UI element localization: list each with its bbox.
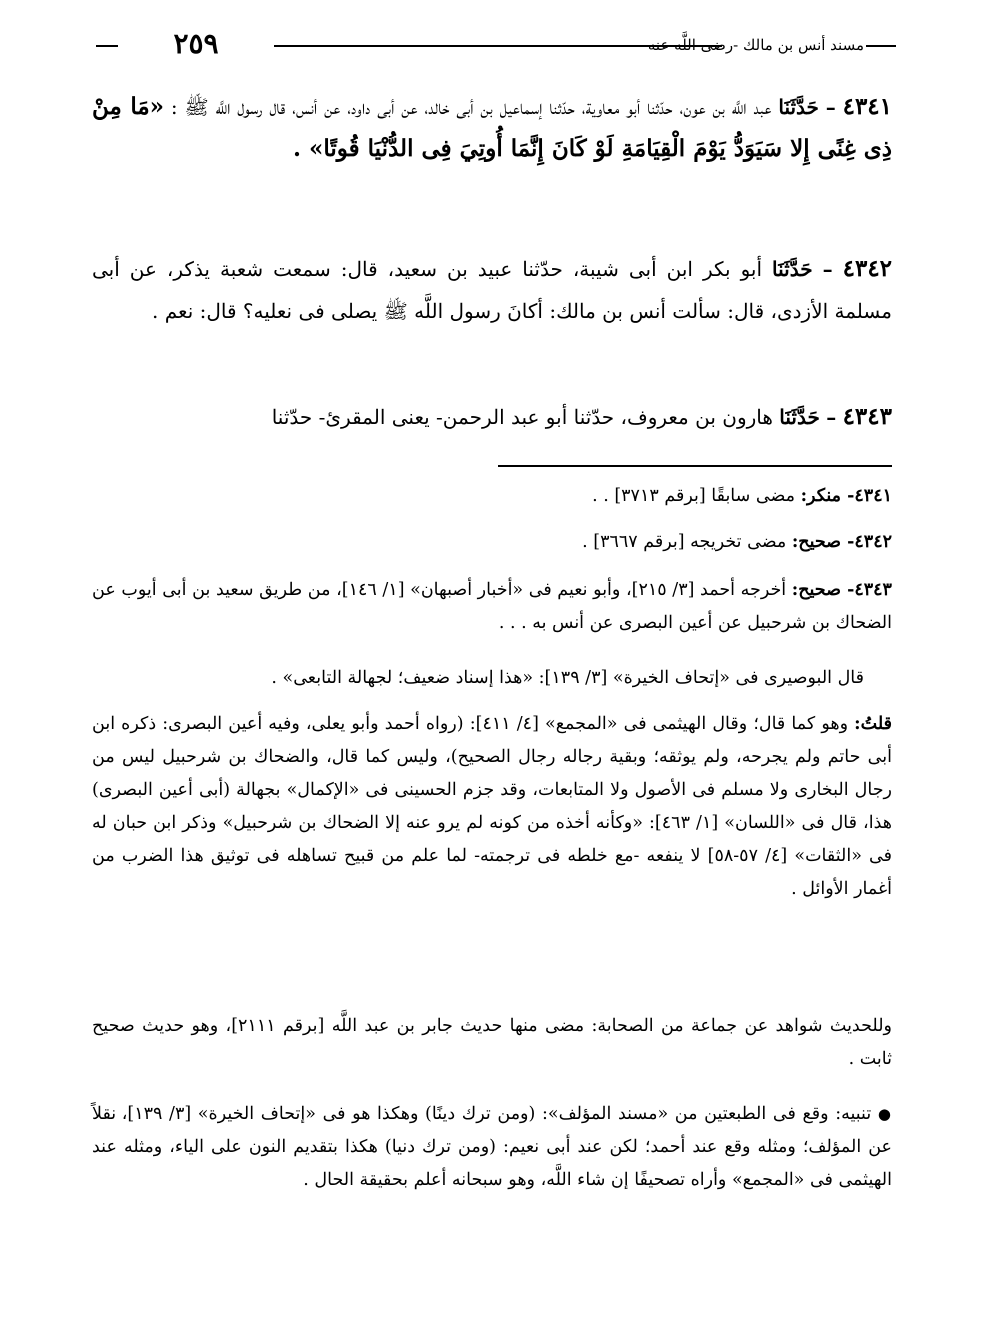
footnote-qultu bbox=[92, 708, 892, 906]
hadith-verb: حَدَّثَنَا bbox=[778, 95, 819, 119]
page-header bbox=[96, 28, 896, 62]
hadith-matn: «مَا مِنْ ذِى غِنًى إِلا سَيَوَدُّ يَوْمَ الْقِيَامَةِ لَوْ كَانَ إِنَّمَا أُوتِيَ فِى الدُّنْيَا قُوتًا» . bbox=[92, 93, 892, 162]
footnote-label: ٤٣٤٢- صحيح: bbox=[791, 532, 892, 552]
bullet-icon: ● bbox=[877, 1105, 892, 1123]
footnote-tanbih bbox=[92, 1098, 892, 1197]
hadith-verb: حَدَّثَنَا bbox=[772, 257, 813, 281]
footnote-text: مضى سابقًا [برقم ٣٧١٣] . . bbox=[592, 486, 796, 506]
header-rule-right bbox=[866, 45, 896, 47]
running-title: مسند أنس بن مالك -رضى اللَّه عنه- bbox=[642, 36, 864, 54]
footnote-4341 bbox=[92, 480, 892, 513]
footnote-label: ٤٣٤١- منكر: bbox=[800, 486, 892, 506]
footnote-text: مضى تخريجه [برقم ٣٦٦٧] . bbox=[582, 532, 787, 552]
footnote-text: أخرجه أحمد [٣/ ٢١٥]، وأبو نعيم فى «أخبار أصبهان» [١/ ١٤٦]، من طريق سعيد بن أبى أيوب عن الضحاك بن شرحبيل عن أعين البصرى عن أنس به . . . bbox=[92, 580, 892, 633]
hadith-text: هارون بن معروف، حدّثنا أبو عبد الرحمن- يعنى المقرئ- حدّثنا bbox=[271, 405, 773, 429]
footnote-label: ٤٣٤٣- صحيح: bbox=[791, 580, 892, 600]
hadith-verb: حَدَّثَنَا bbox=[779, 405, 820, 429]
footnote-4342 bbox=[92, 526, 892, 559]
hadith-number: ٤٣٤٣ bbox=[842, 403, 892, 430]
page-number: ٢٥٩ bbox=[173, 27, 219, 60]
footnote-shawahid bbox=[92, 1010, 892, 1076]
hadith-4341: ٤٣٤١ – حَدَّثَنَا عبد اللَّه بن عون، حدّثنا أبو معاوية، حدّثنا إسماعيل بن أبى خالد، عن أبى داود، عن أنس، قال رسول اللَّه ﷺ : «مَا مِنْ ذِى غِنًى إِلا سَيَوَدُّ يَوْمَ الْقِيَامَةِ لَوْ كَانَ إِنَّمَا أُوتِيَ فِى الدُّنْيَا قُوتًا» . bbox=[92, 93, 893, 162]
footnote-busiri bbox=[92, 662, 864, 695]
footnote-label: قلتُ: bbox=[854, 714, 892, 734]
hadith-number: ٤٣٤١ bbox=[842, 93, 893, 120]
hadith-4343: ٤٣٤٣ – حَدَّثَنَا هارون بن معروف، حدّثنا أبو عبد الرحمن- يعنى المقرئ- حدّثنا bbox=[271, 403, 892, 430]
hadith-isnad: عبد اللَّه بن عون، حدّثنا أبو معاوية، حدّثنا إسماعيل بن أبى خالد، عن أبى داود، عن أنس، قال رسول اللَّه ﷺ : bbox=[170, 95, 772, 119]
hadith-text: أبو بكر ابن أبى شيبة، حدّثنا عبيد بن سعيد، قال: سمعت شعبة يذكر، عن أبى مسلمة الأزدى، قال: سألت أنس بن مالك: أكانَ رسول اللَّه ﷺ يصلى فى نعليه؟ قال: نعم . bbox=[92, 257, 892, 323]
footnote-text: قال البوصيرى فى «إتحاف الخيرة» [٣/ ١٣٩]: «هذا إسناد ضعيف؛ لجهالة التابعى» . bbox=[271, 668, 864, 688]
footnote-text: وللحديث شواهد عن جماعة من الصحابة: مضى منها حديث جابر بن عبد اللَّه [برقم ٢١١١]، وهو حديث صحيح ثابت . bbox=[92, 1016, 892, 1069]
footnote-4343 bbox=[92, 574, 892, 640]
footnote-separator bbox=[498, 465, 892, 467]
hadith-number: ٤٣٤٢ bbox=[842, 255, 893, 282]
header-rule-left bbox=[96, 45, 118, 47]
footnote-text: وهو كما قال؛ وقال الهيثمى فى «المجمع» [٤/ ٤١١]: (رواه أحمد وأبو يعلى، وفيه أعين البصرى: ذكره ابن أبى حاتم ولم يجرحه، ولم يوثقه؛ وبقية رجاله رجال الصحيح)، وليس كما قال، والضحاك بن شرحبيل ليس من رجال البخارى ولا مسلم فى الأصول ولا المتابعات، وقد جزم الحسينى فى «الإكمال» بجهالة (أبى أعين البصرى) هذا، قال فى «اللسان» [١/ ٤٦٣]: «وكأنه أخذه من كونه لم يرو عنه إلا الضحاك بن شرحبيل» وذكر ابن حبان له فى «الثقات» [٤/ ٥٧-٥٨] لا ينفعه -مع خلطه فى ترجمته- لما علم من قبيح تساهله فى توثيق هذا الضرب من أغمار الأوائل . bbox=[92, 714, 892, 899]
hadith-4342: ٤٣٤٢ – حَدَّثَنَا أبو بكر ابن أبى شيبة، حدّثنا عبيد بن سعيد، قال: سمعت شعبة يذكر، عن أبى مسلمة الأزدى، قال: سألت أنس بن مالك: أكانَ رسول اللَّه ﷺ يصلى فى نعليه؟ قال: نعم . bbox=[92, 255, 893, 323]
footnote-text: تنبيه: وقع فى الطبعتين من «مسند المؤلف»: (ومن ترك دينًا) وهكذا هو فى «إتحاف الخيرة» [٣/ ١٣٩]، نقلاً عن المؤلف؛ ومثله وقع عند أحمد؛ لكن عند أبى نعيم: (ومن ترك دنيا) هكذا بتقديم النون على الياء، ومثله عند الهيثمى فى «المجمع» وأراه تصحيفًا إن شاء اللَّه، وهو سبحانه أعلم بحقيقة الحال . bbox=[92, 1104, 892, 1190]
